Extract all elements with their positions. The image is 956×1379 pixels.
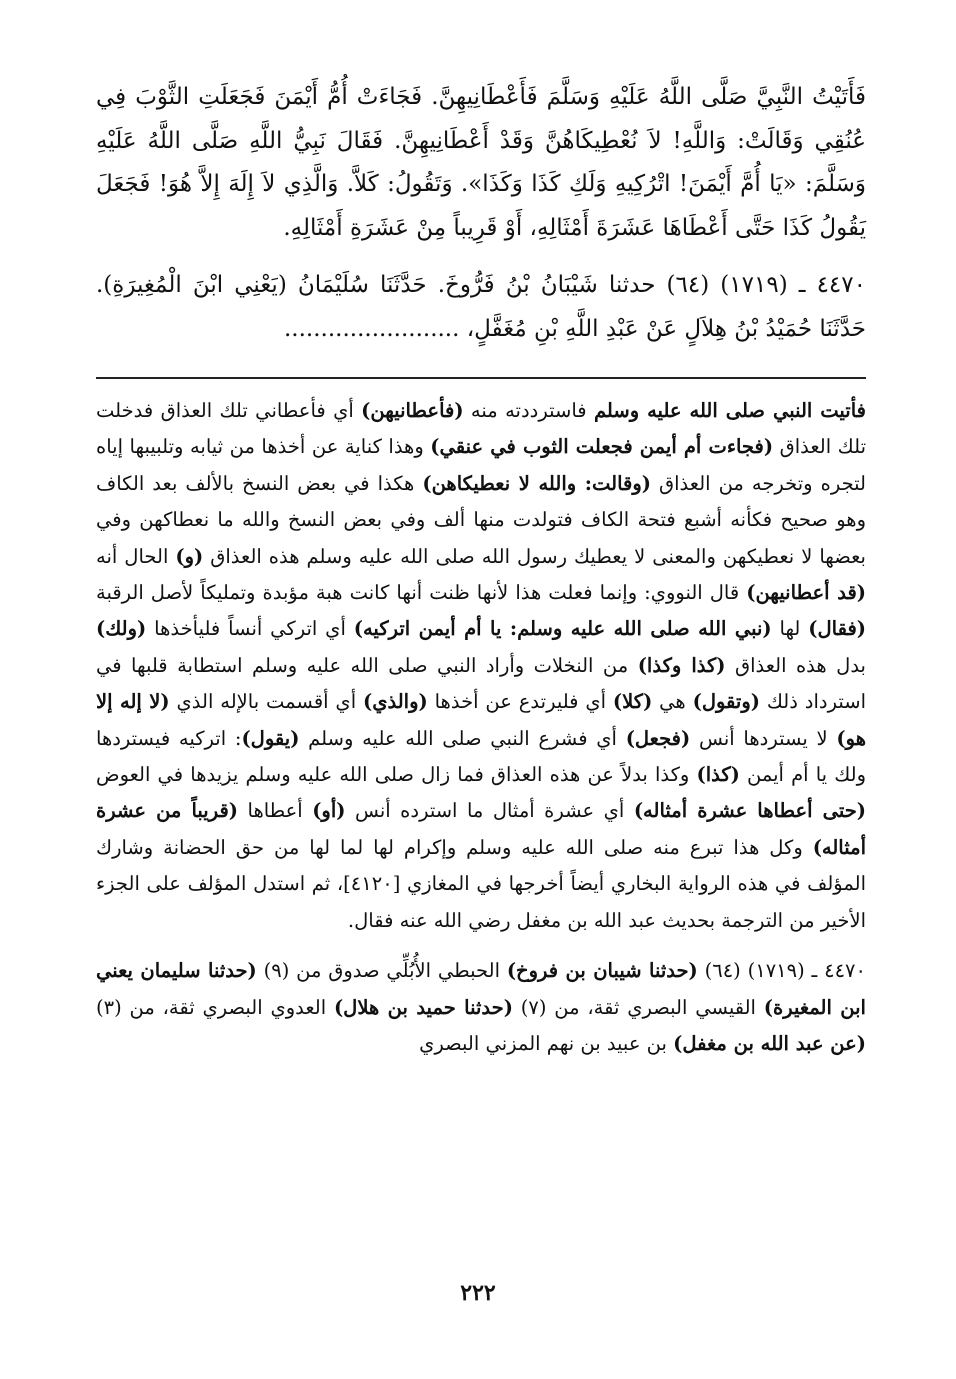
commentary-text: أعطاها <box>238 799 313 823</box>
footnote-divider <box>96 377 866 379</box>
bold-quoted-text: (وتقول) <box>692 690 760 714</box>
hadith-chain-paragraph: ٤٤٧٠ ـ (١٧١٩) (٦٤) حدثنا شَيْبَانُ بْنُ فَرُّوخَ. حَدَّثَنَا سُلَيْمَانُ (يَعْنِي ابْنَ الْمُغِيرَةِ). حَدَّثَنَا حُمَيْدُ بْنُ هِلاَلٍ عَنْ عَبْدِ اللَّهِ بْنِ مُغَفَّلٍ، ........................ <box>96 272 866 342</box>
page-number: ٢٢٢ <box>460 1280 496 1306</box>
bold-quoted-text: (و) <box>175 544 204 568</box>
commentary-text: أي أقسمت بالإله الذي <box>169 690 363 714</box>
commentary-text: العدوي البصري ثقة، من (٣) <box>96 995 334 1019</box>
commentary-text: الحال أنه <box>96 544 176 568</box>
commentary-text: وكذا بدلاً عن هذه العذاق فما زال صلى الله عليه وسلم يزيدها في العوض <box>96 763 697 787</box>
bold-quoted-text: (حتى أعطاها عشرة أمثاله) <box>633 799 866 823</box>
commentary-text: أي فأعطاني تلك العذاق فدخلت تلك العذاق <box>96 399 866 459</box>
commentary-text: وكل هذا تبرع منه صلى الله عليه وسلم وإكرام لها لما لها من حق الحضانة وشارك المؤلف في هذه الرواية البخاري أيضاً أخرجها في المغازي [٤١٢٠]، ثم استدل المؤلف على الجزء الأخير من الترجمة بحديث عبد الله بن مغفل رضي الله عنه فقال. <box>96 835 866 932</box>
commentary-paragraph <box>96 393 866 939</box>
bold-quoted-text: (حدثنا سليمان يعني ابن المغيرة) <box>96 959 866 1019</box>
commentary-text: أي اتركي أنساً فليأخذها <box>146 617 354 641</box>
commentary-text: وهذا كناية عن أخذها من ثيابه وتلبيبها إياه لتجره وتخرجه من العذاق <box>96 435 866 495</box>
commentary-text: أي فشرع النبي صلى الله عليه وسلم <box>299 726 626 750</box>
commentary-text: فاسترددته منه <box>463 399 594 422</box>
commentary-text: قال النووي: وإنما فعلت هذا لأنها ظنت أنها كانت هبة مؤبدة وتمليكاً لأصل الرقبة <box>96 581 747 605</box>
bold-quoted-text: (فقال) <box>808 617 866 641</box>
commentary-text: : اتركيه فيستردها ولك يا أم أيمن <box>96 726 866 787</box>
bold-quoted-text: (قريباً من عشرة أمثاله) <box>96 799 866 859</box>
commentary-text: بن عبيد بن نهم المزني البصري <box>419 1031 674 1055</box>
bold-quoted-text: (كذا وكذا) <box>637 653 726 677</box>
commentary-text: ٤٤٧٠ ـ (١٧١٩) (٦٤) <box>697 959 866 983</box>
bold-quoted-text: فأتيت النبي صلى الله عليه وسلم <box>593 399 867 422</box>
commentary-text: من النخلات وأراد النبي صلى الله عليه وسلم استطابة قلبها في استرداد ذلك <box>96 653 866 714</box>
commentary-chain-paragraph <box>96 953 866 1062</box>
bold-quoted-text: (قد أعطانيهن) <box>746 581 867 605</box>
commentary-text: لها <box>771 617 809 641</box>
bold-quoted-text: (كلا) <box>612 690 653 714</box>
bold-quoted-text: (وقالت: والله لا نعطيكاهن) <box>422 471 651 495</box>
hadith-text <box>96 76 866 351</box>
commentary-text: هكذا في بعض النسخ بالألف بعد الكاف وهو صحيح فكأنه أشبع فتحة الكاف فتولدت منها ألف وفي بعض النسخ والله ما نعطاكهن وفي بعضها لا نعطيكهن والمعنى لا يعطيك رسول الله صلى الله عليه وسلم هذه العذاق <box>96 471 866 568</box>
commentary-text: الحبطي الأُبُلِّي صدوق من (٩) <box>256 959 507 983</box>
commentary-text: أي عشرة أمثال ما استرده أنس <box>345 799 634 823</box>
bold-quoted-text: (حدثنا حميد بن هلال) <box>333 995 513 1019</box>
commentary-text: أي فليرتدع عن أخذها <box>427 690 613 714</box>
commentary <box>96 393 866 1062</box>
bold-quoted-text: (فأعطانيهن) <box>361 399 464 422</box>
bold-quoted-text: (أو) <box>312 799 346 823</box>
bold-quoted-text: (يقول) <box>241 726 300 750</box>
commentary-text: بدل هذه العذاق <box>725 653 866 677</box>
bold-quoted-text: (ولك) <box>96 617 147 641</box>
page-body <box>96 76 866 1062</box>
bold-quoted-text: (لا إله إلا هو) <box>96 690 866 750</box>
commentary-text: القيسي البصري ثقة، من (٧) <box>512 995 764 1019</box>
bold-quoted-text: (كذا) <box>696 763 740 787</box>
hadith-paragraph: فَأَتَيْتُ النَّبِيَّ صَلَّى اللَّهُ عَلَيْهِ وَسَلَّمَ فَأَعْطَانِيهِنَّ. فَجَاءَتْ أُمُّ أَيْمَنَ فَجَعَلَتِ الثَّوْبَ فِي عُنُقِي وَقَالَتْ: وَاللَّهِ! لاَ نُعْطِيكَاهُنَّ وَقَدْ أَعْطَانِيهِنَّ. فَقَالَ نَبِيُّ اللَّهِ صَلَّى اللَّهُ عَلَيْهِ وَسَلَّمَ: «يَا أُمَّ أَيْمَنَ! اتْرُكِيهِ وَلَكِ كَذَا وَكَذَا». وَتَقُولُ: كَلاَّ. وَالَّذِي لاَ إِلَهَ إِلاَّ هُوَ! فَجَعَلَ يَقُولُ كَذَا حَتَّى أَعْطَاهَا عَشَرَةَ أَمْثَالِهِ، أَوْ قَرِيباً مِنْ عَشَرَةِ أَمْثَالِهِ. <box>96 84 866 241</box>
bold-quoted-text: (فجاءت أم أيمن فجعلت الثوب في عنقي) <box>430 435 774 459</box>
commentary-text: لا يستردها أنس <box>690 726 837 750</box>
bold-quoted-text: (والذي) <box>363 690 428 714</box>
bold-quoted-text: (حدثنا شيبان بن فروخ) <box>506 959 698 983</box>
commentary-text: هي <box>652 690 693 714</box>
bold-quoted-text: (فجعل) <box>625 726 691 750</box>
bold-quoted-text: (عن عبد الله بن مغفل) <box>673 1031 866 1055</box>
bold-quoted-text: (نبي الله صلى الله عليه وسلم: يا أم أيمن اتركيه) <box>353 617 772 641</box>
